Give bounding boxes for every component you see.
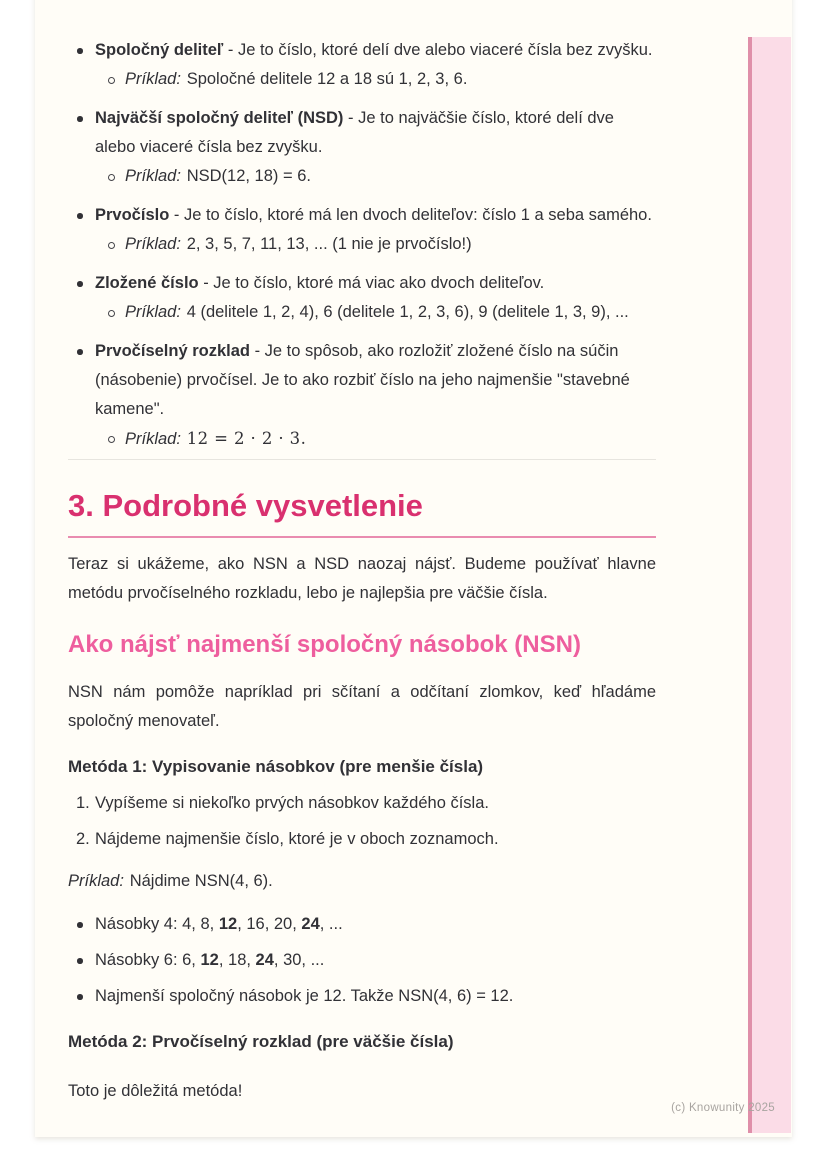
step-item (68, 789, 656, 818)
multiples-of-4 (68, 910, 656, 939)
section-divider (68, 459, 656, 460)
glossary-term: Prvočíselný rozklad (95, 342, 250, 360)
glossary-example (95, 298, 656, 327)
method2-note: Toto je dôležitá metóda! (68, 1082, 243, 1100)
example-text: Nájdime NSN(4, 6). (129, 872, 273, 890)
highlighted-multiple: 12 (200, 951, 219, 969)
list-text: , 16, 20, (237, 915, 302, 933)
glossary-term: Najväčší spoločný deliteľ (NSD) (95, 109, 344, 127)
example-text: 2, 3, 5, 7, 11, 13, ... (1 nie je prvočíslo!) (186, 235, 472, 253)
glossary-item-nsd (68, 104, 656, 191)
section-heading: 3. Podrobné vysvetlenie (68, 488, 656, 538)
list-text: , 30, ... (273, 951, 325, 969)
method2-title: Metóda 2: Prvočíselný rozklad (pre väčšie čísla) (68, 1032, 454, 1051)
glossary-example (95, 162, 656, 191)
glossary-item-prvocislo (68, 201, 656, 259)
glossary-term: Spoločný deliteľ (95, 41, 224, 59)
example-label: Príklad: (125, 235, 181, 253)
example-label: Príklad: (68, 872, 124, 890)
list-text: Najmenší spoločný násobok je 12. Takže NSN(4, 6) = 12. (95, 987, 514, 1005)
step-number: 2. (76, 830, 90, 848)
step-item (68, 825, 656, 854)
multiples-of-6 (68, 946, 656, 975)
glossary-item-spolocny-delitel (68, 36, 656, 94)
list-text: , ... (319, 915, 343, 933)
multiples-list (68, 910, 656, 1011)
example-label: Príklad: (125, 70, 181, 88)
glossary-term: Prvočíslo (95, 206, 170, 224)
glossary-definition: - Je to číslo, ktoré má viac ako dvoch deliteľov. (198, 274, 545, 292)
method1-steps (68, 789, 656, 854)
glossary-item-zlozene-cislo (68, 269, 656, 327)
glossary-item-prvociselny-rozklad (68, 337, 656, 454)
glossary-definition: - Je to číslo, ktoré delí dve alebo viaceré čísla bez zvyšku. (223, 41, 653, 59)
list-text: Násobky 4: 4, 8, (95, 915, 219, 933)
example-label: Príklad: (125, 430, 181, 448)
glossary-example (95, 65, 656, 94)
glossary-list (68, 36, 656, 454)
step-text: Nájdeme najmenšie číslo, ktoré je v oboch zoznamoch. (95, 830, 499, 848)
example-text: Spoločné delitele 12 a 18 sú 1, 2, 3, 6. (186, 70, 468, 88)
step-number: 1. (76, 794, 90, 812)
glossary-definition: - Je to najväčšie číslo, ktoré delí dve alebo viaceré čísla bez zvyšku. (95, 109, 614, 156)
subsection-intro: NSN nám pomôže napríklad pri sčítaní a odčítaní zlomkov, keď hľadáme spoločný menovateľ. (68, 683, 656, 730)
highlighted-multiple: 24 (255, 951, 274, 969)
example-label: Príklad: (125, 167, 181, 185)
glossary-example (95, 230, 656, 259)
highlighted-multiple: 12 (218, 915, 238, 933)
example-label: Príklad: (125, 303, 181, 321)
example-text: 4 (delitele 1, 2, 4), 6 (delitele 1, 2, 3, 6), 9 (delitele 1, 3, 9), ... (186, 303, 629, 321)
step-text: Vypíšeme si niekoľko prvých násobkov každého čísla. (95, 794, 489, 812)
list-text: Násobky 6: 6, (95, 951, 201, 969)
pink-accent-bar (748, 37, 791, 1133)
method1-title: Metóda 1: Vypisovanie násobkov (pre menšie čísla) (68, 757, 484, 776)
glossary-term: Zložené číslo (95, 274, 199, 292)
list-text: , 18, (218, 951, 256, 969)
glossary-definition: - Je to spôsob, ako rozložiť zložené číslo na súčin (násobenie) prvočísel. Je to ako rozbiť číslo na jeho najmenšie "stavebné kamene". (95, 342, 630, 418)
method1-example (68, 867, 656, 896)
example-text: NSD(12, 18) = 6. (186, 167, 311, 185)
glossary-example (95, 424, 656, 454)
subsection-heading: Ako nájsť najmenší spoločný násobok (NSN) (68, 631, 581, 658)
section-intro: Teraz si ukážeme, ako NSN a NSD naozaj nájsť. Budeme používať hlavne metódu prvočíselného rozkladu, lebo je najlepšia pre väčšie čísla. (68, 555, 656, 602)
nsn-result (68, 982, 656, 1011)
highlighted-multiple: 24 (301, 915, 320, 933)
copyright-notice: (c) Knowunity 2025 (671, 1102, 775, 1114)
glossary-definition: - Je to číslo, ktoré má len dvoch deliteľov: číslo 1 a seba samého. (169, 206, 652, 224)
example-formula: 12 = 2 · 2 · 3. (186, 429, 307, 448)
document-content (68, 0, 656, 1106)
